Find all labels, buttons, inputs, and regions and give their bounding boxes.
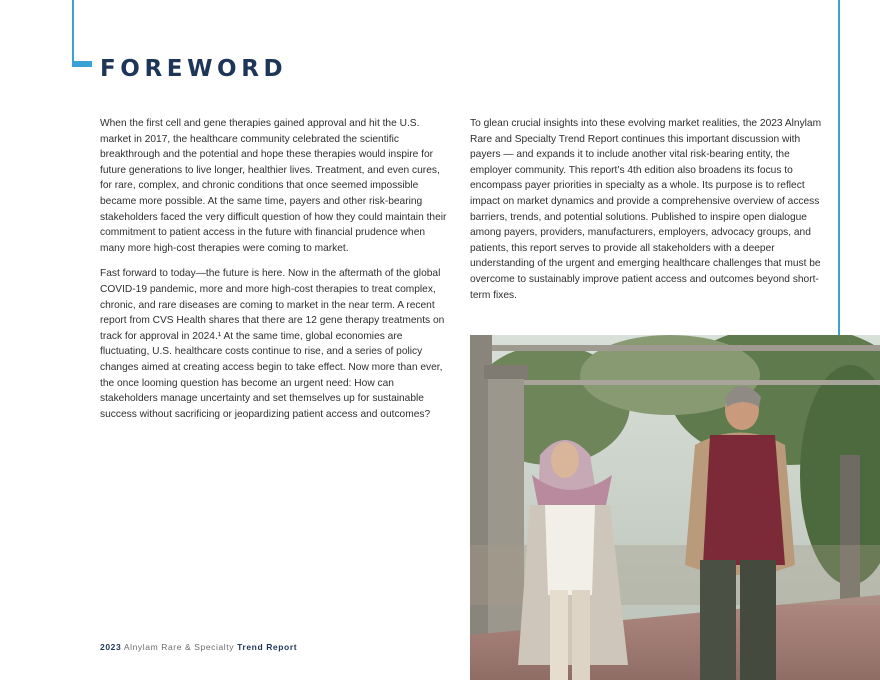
paragraph: Fast forward to today—the future is here. Now in the aftermath of the global COVID-19 pandemic, more and more high-cost therapies to treat complex, chronic, and rare diseases are coming to market in the near term. A recent report from CVS Health shares that there are 12 gene therapy treatments on track for approval in 2024.¹ At the same time, global economies are fluctuating, U.S. healthcare costs continue to rise, and a series of policy changes aimed at creating access begin to take effect. Now more than ever, the once looming question has become an urgent need: How can stakeholders manage uncertainty and set themselves up for sustainable success without sacrificing or jeopardizing patient access and outcomes? <box>100 268 445 420</box>
footer-year: 2023 <box>100 642 122 652</box>
accent-tick-left <box>72 61 92 67</box>
paragraph: When the first cell and gene therapies gained approval and hit the U.S. market in 2017, the healthcare community celebrated the scientific breakthrough and the potential and hope these therapies would inspire for future generations to live longer, healthier lives. Treatment, and even cures, for rare, complex, and chronic conditions that once seemed impossible became more possible. At the same time, payers and other risk-bearing stakeholders faced the very difficult question of how they could maintain their commitment to patient access in the future with financial prudence when many more high-cost therapies were coming to market. <box>100 118 447 254</box>
footer-brand: Alnylam Rare & Specialty <box>123 642 235 652</box>
paragraph: To glean crucial insights into these evolving market realities, the 2023 Alnylam Rare and Specialty Trend Report continues this important discussion with payers — and expands it to include another vital risk-bearing entity, the employer community. This report’s 4th edition also broadens its focus to encompass payer priorities in specialty as a whole. Its purpose is to reflect impact on market dynamics and provide a comprehensive overview of access barriers, trends, and potential solutions. Published to inspire open dialogue among payers, providers, manufacturers, employers, advocacy groups, and patients, this report serves to provide all stakeholders with a deeper understanding of the urgent and emerging healthcare challenges that must be overcome to sustainably improve patient access and outcomes beyond short-term fixes. <box>470 118 822 301</box>
left-column <box>100 116 452 432</box>
page-title: FOREWORD <box>100 56 288 82</box>
footer-report-name: Trend Report <box>237 642 298 652</box>
right-column <box>470 116 822 313</box>
accent-line-left <box>72 0 74 67</box>
footer <box>100 642 297 652</box>
photo-two-people-walking <box>470 335 880 680</box>
